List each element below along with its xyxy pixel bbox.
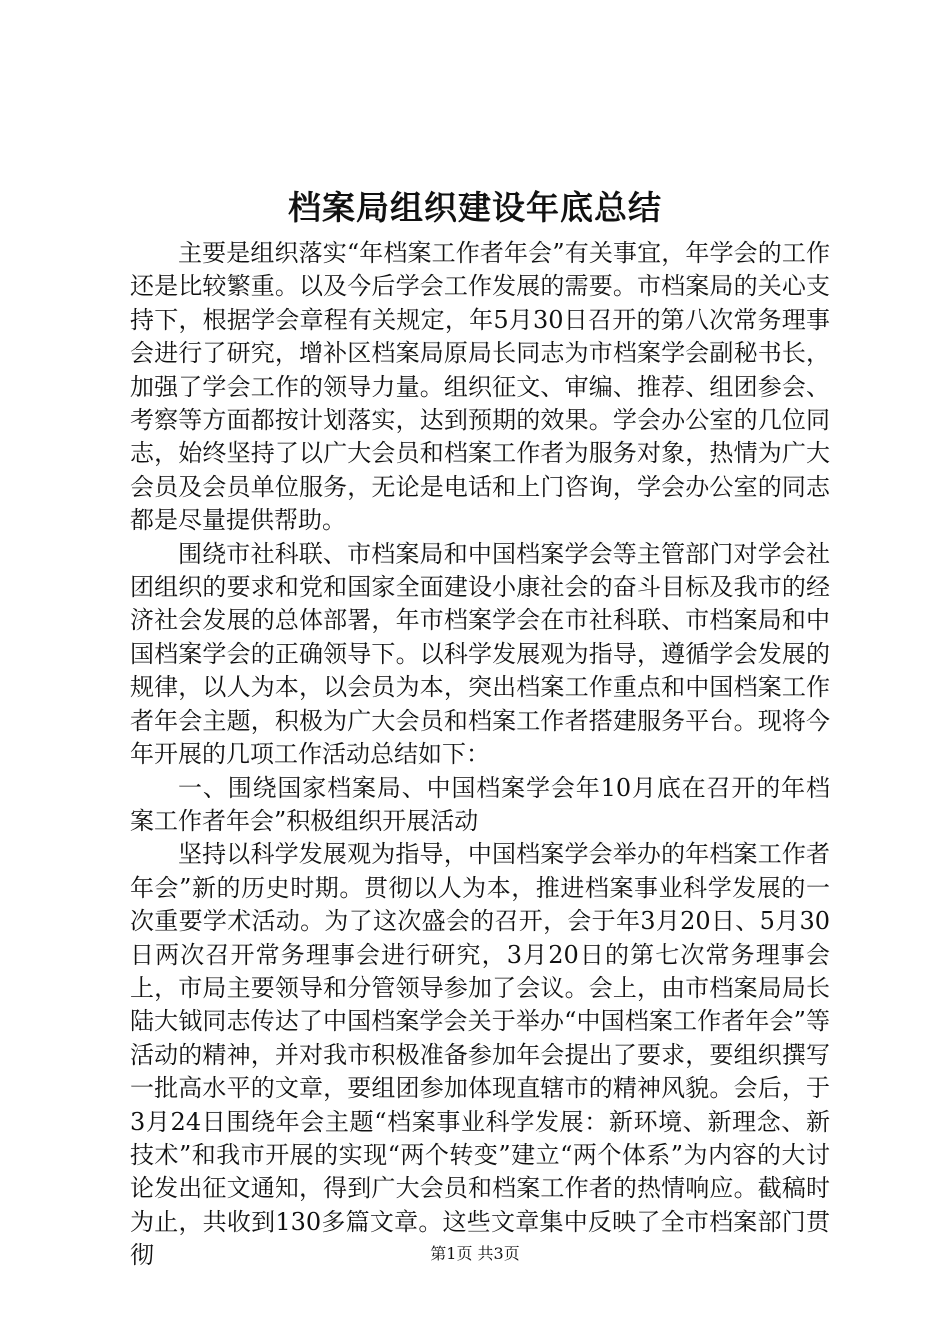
paragraph-2: 围绕市社科联、市档案局和中国档案学会等主管部门对学会社团组织的要求和党和国家全面建设小康社会的奋斗目标及我市的经济社会发展的总体部署，年市档案学会在市社科联、市档案局和中国档案学会的正确领导下。以科学发展观为指导，遵循学会发展的规律，以人为本，以会员为本，突出档案工作重点和中国档案工作者年会主题，积极为广大会员和档案工作者搭建服务平台。现将今年开展的几项工作活动总结如下： bbox=[130, 539, 830, 769]
section-heading-1: 一、围绕国家档案局、中国档案学会年10月底在召开的年档案工作者年会”积极组织开展活动 bbox=[130, 773, 830, 835]
document-title: 档案局组织建设年底总结 bbox=[288, 188, 662, 227]
paragraph-1: 主要是组织落实“年档案工作者年会”有关事宜，年学会的工作还是比较繁重。以及今后学会工作发展的需要。市档案局的关心支持下，根据学会章程有关规定，年5月30日召开的第八次常务理事会进行了研究，增补区档案局原局长同志为市档案学会副秘书长，加强了学会工作的领导力量。组织征文、审编、推荐、组团参会、考察等方面都按计划落实，达到预期的效果。学会办公室的几位同志，始终坚持了以广大会员和档案工作者为服务对象，热情为广大会员及会员单位服务，无论是电话和上门咨询，学会办公室的同志都是尽量提供帮助。 bbox=[130, 239, 830, 535]
page-number-footer: 第1页 共3页 bbox=[430, 1244, 520, 1263]
paragraph-3: 坚持以科学发展观为指导，中国档案学会举办的年档案工作者年会”新的历史时期。贯彻以人为本，推进档案事业科学发展的一次重要学术活动。为了这次盛会的召开，会于年3月20日、5月30日两次召开常务理事会进行研究，3月20日的第七次常务理事会上，市局主要领导和分管领导参加了会议。会上，由市档案局局长陆大钺同志传达了中国档案学会关于举办“中国档案工作者年会”等活动的精神，并对我市积极准备参加年会提出了要求，要组织撰写一批高水平的文章，要组团参加体现直辖市的精神风貌。会后，于3月24日围绕年会主题“档案事业科学发展：新环境、新理念、新技术”和我市开展的实现“两个转变”建立“两个体系”为内容的大讨论发出征文通知，得到广大会员和档案工作者的热情响应。截稿时为止，共收到130多篇文章。这些文章集中反映了全市档案部门贯彻 bbox=[130, 840, 830, 1270]
document-body bbox=[130, 237, 830, 1273]
